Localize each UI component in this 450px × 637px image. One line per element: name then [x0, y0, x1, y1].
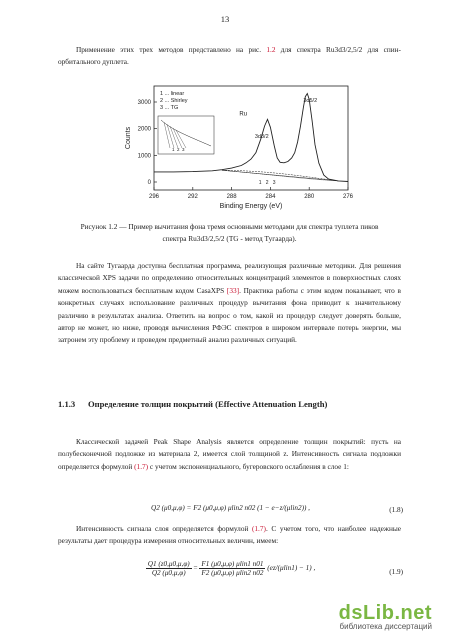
- equation-1-9-rhs-numerator: F1 (μ0,μ,φ) μlin1 n01: [201, 560, 264, 568]
- paragraph-casaxps-after: . Практика работы с этим кодом показывает, что в конкретных случаях использование различных процедур вычитания фона приводит к значительному различию в результатах анализа. Ответить на вопрос о том, какой из процедур следует доверять больше, автор не может, но ниже, проводя вычисления РФЭС спектров в широком интервале потерь энергии, мы затронем эту проблему и проведем предметный анализ различных ситуаций.: [58, 285, 401, 345]
- equation-1-9-tag: (1.9): [389, 568, 403, 576]
- equation-1-9: [58, 558, 403, 590]
- site-watermark: [339, 602, 432, 631]
- y-tick-label: 2000: [137, 126, 151, 133]
- background-subtraction-figure: [110, 82, 360, 222]
- x-tick-label: 292: [187, 194, 198, 200]
- x-tick-label: 276: [342, 194, 354, 200]
- section-title: Определение толщин покрытий (Effective Attenuation Length): [88, 399, 328, 409]
- section-number: 1.1.3: [58, 399, 76, 409]
- paragraph-casaxps-before: На сайте Тугаарда доступна бесплатная программа, реализующая различные методики. Для решения классической XPS задачи по определению относительных концентраций элементов в поверхностных слоях можем воспользоваться бесплатным кодом CasaXPS: [58, 261, 401, 295]
- x-tick-label: 280: [304, 194, 315, 200]
- equation-1-8: [58, 500, 403, 524]
- equation-1-9-rhs-denominator: F2 (μ0,μ,φ) μlin2 n02: [201, 569, 264, 577]
- legend-entry: 2 ... Shirley: [160, 98, 188, 104]
- equation-1-9-rhs: [199, 560, 265, 577]
- watermark-subtitle: библиотека диссертаций: [339, 622, 432, 631]
- equation-1-9-lhs-denominator: Q2 (μ0,μ,φ): [151, 569, 186, 577]
- figure-caption: [58, 221, 401, 244]
- y-axis-label: Counts: [125, 126, 132, 150]
- inset-label: 1: [172, 147, 175, 152]
- y-tick-label: 1000: [137, 153, 151, 160]
- intro-paragraph: [58, 44, 401, 69]
- paragraph-intensity: [58, 523, 401, 548]
- intro-text-before: Применение этих трех методов представлено на рис.: [76, 45, 267, 54]
- page-number: 13: [220, 14, 230, 24]
- element-label: Ru: [239, 111, 248, 118]
- paragraph-intensity-before: Интенсивность сигнала слоя определяется формулой: [76, 524, 252, 533]
- paragraph-thickness: [58, 436, 401, 473]
- background-label: 2: [265, 180, 269, 187]
- equation-1-8-lhs: Q2 (μ0,μ,φ) = F2 (μ0,μ,φ) μlin2 n02: [151, 504, 256, 512]
- intro-text-after: для спектра Ru3d3/2,5/2 для спин-орбитального дуплета.: [58, 45, 401, 67]
- legend-entry: 3 ... TG: [160, 105, 179, 111]
- x-tick-label: 288: [226, 194, 237, 200]
- x-axis-label: Binding Energy (eV): [219, 203, 283, 210]
- watermark-logo: dsLib.net: [338, 602, 432, 624]
- peak-label-3d52: 3d5/2: [303, 98, 318, 104]
- inset-label: 2: [177, 147, 180, 152]
- equation-1-8-tag: (1.8): [389, 506, 403, 514]
- background-linear: [222, 170, 338, 181]
- paragraph-casaxps: [58, 260, 401, 347]
- figure-link[interactable]: 1.2: [266, 45, 276, 54]
- y-tick-label: 3000: [137, 100, 151, 106]
- y-tick-label: 0: [147, 180, 151, 186]
- paragraph-thickness-after: с учетом экспоненциального, бугеровского ослабления в слое 1:: [148, 461, 349, 471]
- formula-link[interactable]: (1.7): [134, 461, 149, 471]
- paragraph-thickness-text: Классической задачей Peak Shape Analysis является определение толщин покрытий: пусть на полубесконечной подложке из материала 2, имеется слой толщиной z. Интенсивность сигнала подложки определяется формулой: [58, 437, 401, 471]
- background-label: 3: [272, 180, 276, 187]
- peak-label-3d32: 3d3/2: [254, 134, 269, 140]
- equation-1-9-lhs-numerator: Q1 (z0,μ0,μ,φ): [147, 560, 190, 568]
- paragraph-intensity-after: . С учетом того, что наиболее надежные результаты дает процедура измерения относительных величин, имеем:: [58, 524, 402, 546]
- equals-sign: =: [193, 564, 198, 573]
- equation-1-9-lhs: [146, 560, 192, 577]
- section-heading: [58, 399, 327, 409]
- x-tick-label: 296: [148, 194, 160, 200]
- equation-1-9-tail: (ez/(μlin1) − 1) ,: [267, 564, 316, 573]
- inset-label: 3: [182, 147, 185, 152]
- legend-entry: 1 ... linear: [160, 91, 185, 97]
- caption-line-1: Рисунок 1.2 — Пример вычитания фона тремя основными методами для спектра туплета пиков: [80, 222, 379, 231]
- equation-1-8-rhs: (1 − e−z/(μlin2)) ,: [257, 504, 310, 512]
- xps-chart: [110, 82, 360, 222]
- background-label: 1: [258, 180, 262, 187]
- x-tick-label: 284: [265, 194, 276, 200]
- caption-line-2: спектра Ru3d3/2,5/2 (TG - метод Тугаарда).: [162, 233, 297, 243]
- citation-link[interactable]: [33]: [226, 285, 240, 295]
- formula-link-2[interactable]: (1.7): [251, 524, 266, 533]
